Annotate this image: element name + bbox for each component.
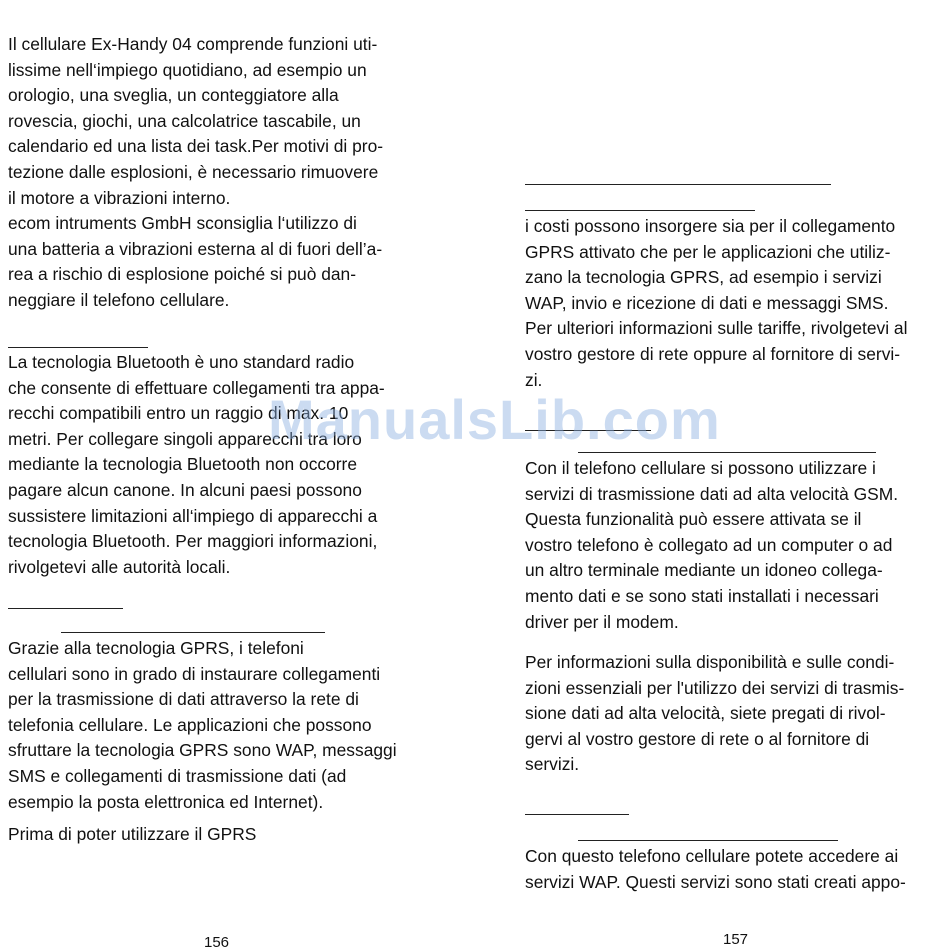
subheading-rule-costs	[525, 210, 755, 211]
left-para-1: Il cellulare Ex-Handy 04 comprende funzioni uti- lissime nell‘impiego quotidiano, ad esempio un orologio, una sveglia, un conteggiatore alla rovescia, giochi, una calcolatrice tascabile, un calendario ed una lista dei task.Per motivi di pro- tezione dalle esplosioni, è necessario rimuovere il motore a vibrazioni interno. ecom intruments GmbH sconsiglia l‘utilizzo di una batteria a vibrazioni esterna al di fuori dell’a- rea a rischio di esplosione poiché si può dan- neggiare il telefono cellulare.	[8, 34, 384, 310]
right-para-wap: Con questo telefono cellulare potete accedere ai servizi WAP. Questi servizi sono stati creati appo-	[525, 846, 906, 892]
page-number-right: 157	[723, 931, 749, 948]
page-number-left: 156	[204, 934, 230, 951]
left-para-bluetooth: La tecnologia Bluetooth è uno standard radio che consente di effettuare collegamenti tra appa- recchi compatibili entro un raggio di max. 10 metri. Per collegare singoli apparecchi tra loro mediante la tecnologia Bluetooth non occorre pagare alcun canone. In alcuni paesi possono sussistere limitazioni all‘impiego di apparecchi a tecnologia Bluetooth. Per maggiori informazioni, rivolgetevi alle autorità locali.	[8, 352, 385, 577]
subheading-rule-gprs	[61, 632, 325, 633]
subheading-rule-hsd	[578, 452, 876, 453]
subheading-rule-wap	[578, 840, 838, 841]
left-para-gprs-before: Prima di poter utilizzare il GPRS	[8, 824, 257, 844]
right-para-hsd: Con il telefono cellulare si possono utilizzare i servizi di trasmissione dati ad alta velocità GSM. Questa funzionalità può essere attivata se il vostro telefono è collegato ad un computer o ad un altro terminale mediante un idoneo collega- mento dati e se sono stati installati i necessari driver per il modem.	[525, 458, 899, 632]
right-para-costs: i costi possono insorgere sia per il collegamento GPRS attivato che per le applicazioni che utiliz- zano la tecnologia GPRS, ad esempio i servizi WAP, invio e ricezione di dati e messaggi SMS. Per ulteriori informazioni sulle tariffe, rivolgetevi al vostro gestore di rete oppure al fornitore di servi- zi.	[525, 216, 908, 390]
heading-rule-wap	[525, 814, 629, 815]
left-para-gprs: Grazie alla tecnologia GPRS, i telefoni cellulari sono in grado di instaurare collegamenti per la trasmissione di dati attraverso la rete di telefonia cellulare. Le applicazioni che possono sfruttare la tecnologia GPRS sono WAP, messaggi SMS e collegamenti di trasmissione dati (ad esempio la posta elettronica ed Internet).	[8, 638, 397, 812]
heading-rule-hsd	[525, 430, 651, 431]
heading-rule-bluetooth	[8, 347, 148, 348]
heading-rule-costs	[525, 184, 831, 185]
heading-rule-gprs	[8, 608, 123, 609]
watermark-logo: ManualsLib.com	[268, 388, 721, 451]
right-para-hsd-info: Per informazioni sulla disponibilità e sulle condi- zioni essenziali per l'utilizzo dei servizi di trasmis- sione dati ad alta velocità, siete pregati di rivol- gervi al vostro gestore di rete o al fornitore di servizi.	[525, 652, 905, 775]
